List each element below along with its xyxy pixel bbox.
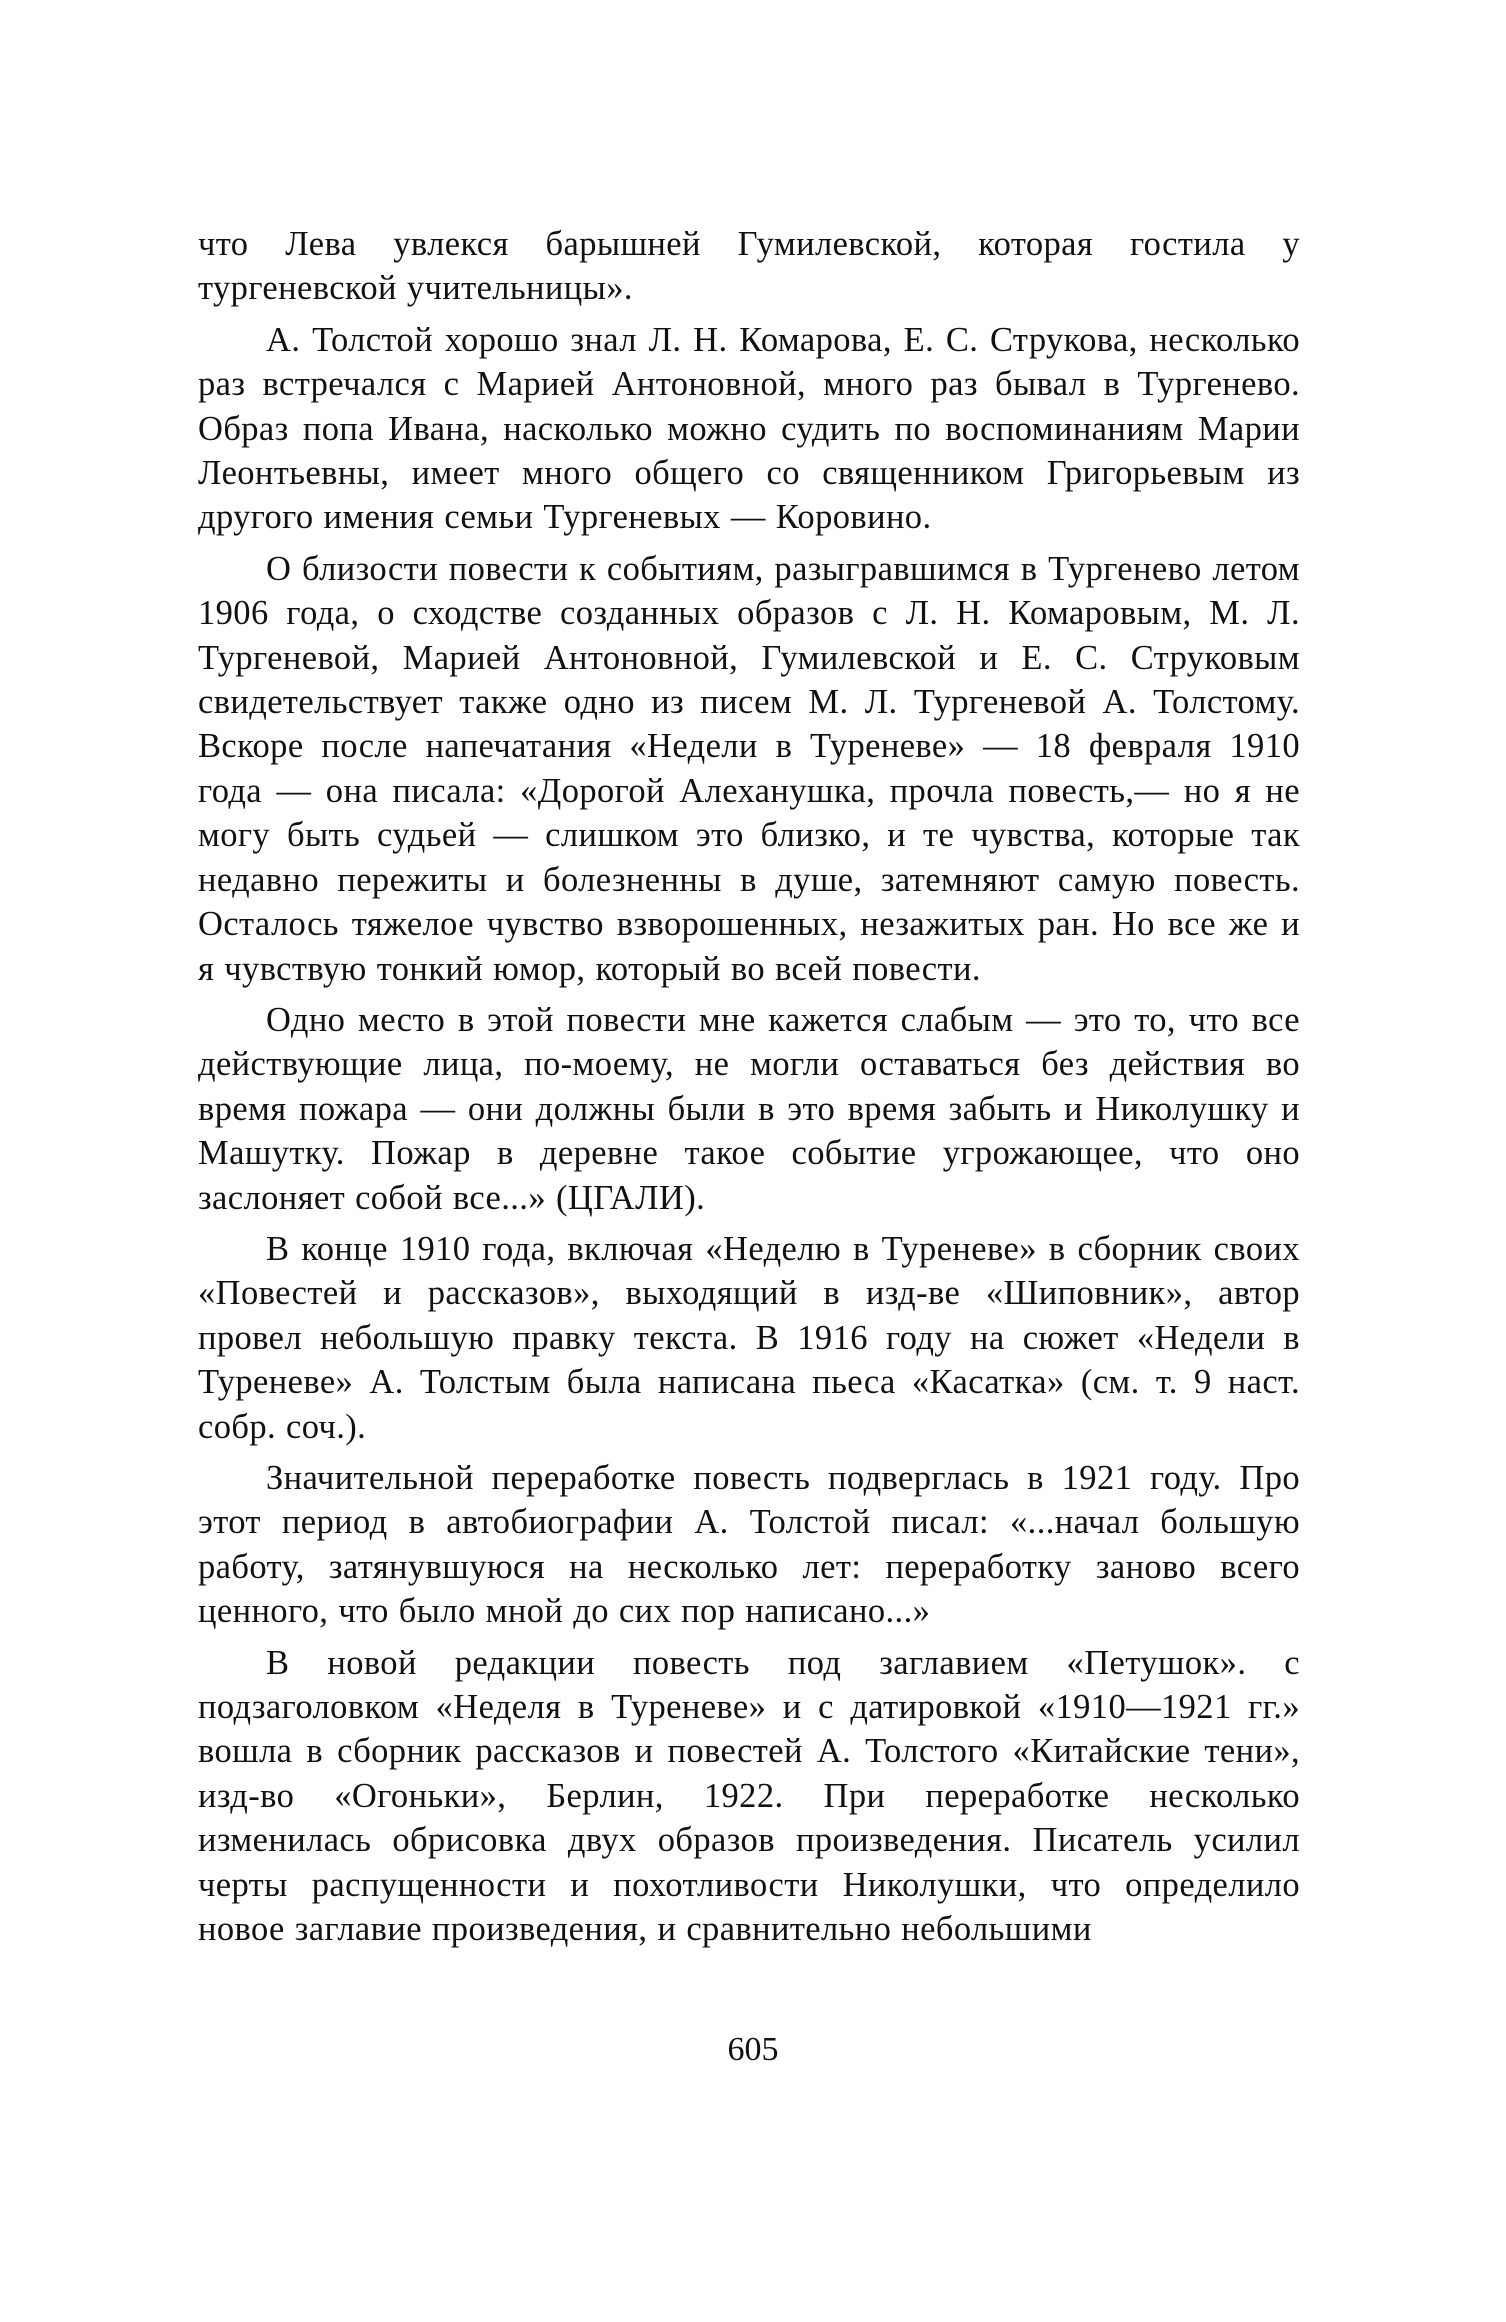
paragraph: В новой редакции повесть под заглавием «Петушок». с подзаголовком «Неделя в Туреневе» и с датировкой «1910—1921 гг.» вошла в сборник рассказов и повестей А. Толстого «Китайские тени», изд-во «Огоньки», Берлин, 1922. При переработке несколько изменилась обрисовка двух образов произведения. Писатель усилил черты распущенности и похотливости Николушки, что определило новое заглавие произведения, и сравнительно небольшими xyxy=(198,1643,1300,1949)
paragraph: Значительной переработке повесть подверглась в 1921 году. Про этот период в автобиографии А. Толстой писал: «...начал большую работу, затянувшуюся на несколько лет: переработку заново всего ценного, что было мной до сих пор написано...» xyxy=(198,1458,1300,1631)
paragraph: Одно место в этой повести мне кажется слабым — это то, что все действующие лица, по-моему, не могли оставаться без действия во время пожара — они должны были в это время забыть и Николушку и Машутку. Пожар в деревне такое событие угрожающее, что оно заслоняет собой все...» (ЦГАЛИ). xyxy=(198,1000,1300,1217)
paragraph: В конце 1910 года, включая «Неделю в Туреневе» в сборник своих «Повестей и рассказов», выходящий в изд-ве «Шиповник», автор провел небольшую правку текста. В 1916 году на сюжет «Недели в Туреневе» А. Толстым была написана пьеса «Касатка» (см. т. 9 наст. собр. соч.). xyxy=(198,1229,1300,1446)
page-number: 605 xyxy=(727,2031,779,2068)
body-text xyxy=(198,222,1300,1958)
paragraph-continuation: что Лева увлекся барышней Гумилевской, которая гостила у тургеневской учительницы». xyxy=(198,225,1300,308)
paragraph: О близости повести к событиям, разыгравшимся в Тургенево летом 1906 года, о сходстве созданных образов с Л. Н. Комаровым, М. Л. Тургеневой, Марией Антоновной, Гумилевской и Е. С. Струковым свидетельствует также одно из писем М. Л. Тургеневой А. Толстому. Вскоре после напечатания «Недели в Туреневе» — 18 февраля 1910 года — она писала: «Дорогой Алеханушка, прочла повесть,— но я не могу быть судьей — слишком это близко, и те чувства, которые так недавно пережиты и болезненны в душе, затемняют самую повесть. Осталось тяжелое чувство взворошенных, незажитых ран. Но все же и я чувствую тонкий юмор, который во всей повести. xyxy=(198,549,1300,988)
paragraph: А. Толстой хорошо знал Л. Н. Комарова, Е. С. Струкова, несколько раз встречался с Марией Антоновной, много раз бывал в Тургенево. Образ попа Ивана, насколько можно судить по воспоминаниям Марии Леонтьевны, имеет много общего со священником Григорьевым из другого имения семьи Тургеневых — Коровино. xyxy=(198,320,1300,537)
